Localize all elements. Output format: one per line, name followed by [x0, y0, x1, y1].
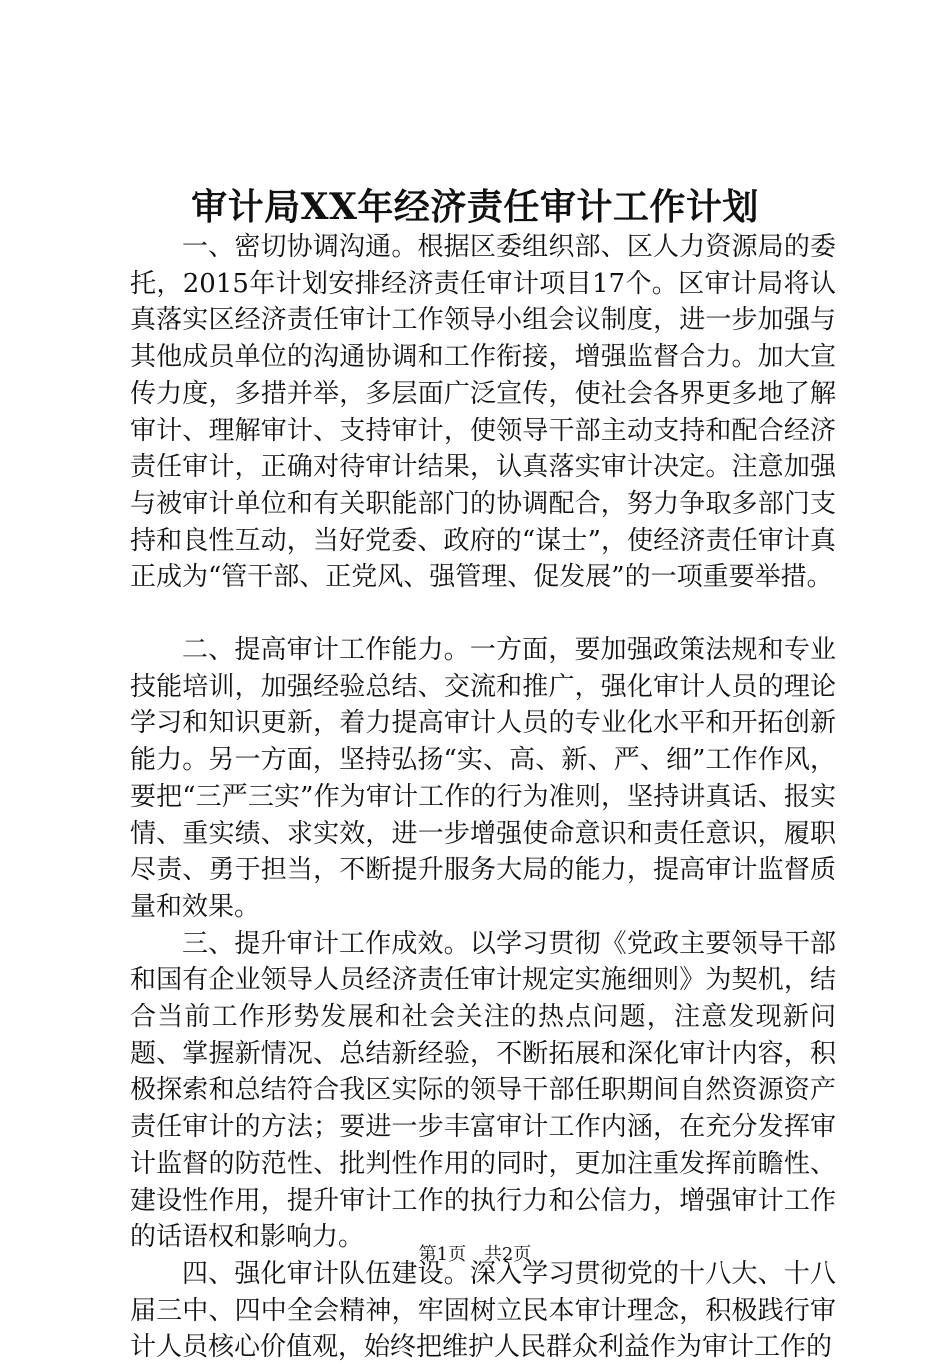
- paragraph-2: 二、提高审计工作能力。一方面，要加强政策法规和专业技能培训，加强经验总结、交流和推广，强化审计人员的理论学习和知识更新，着力提高审计人员的专业化水平和开拓创新能力。另一方面，坚持弘扬“实、高、新、严、细”工作作风，要把“三严三实”作为审计工作的行为准则，坚持讲真话、报实情、重实绩、求实效，进一步增强使命意识和责任意识，履职尽责、勇于担当，不断提升服务大局的能力，提高审计监督质量和效果。: [130, 635, 836, 922]
- paragraph-1: 一、密切协调沟通。根据区委组织部、区人力资源局的委托，2015年计划安排经济责任审计项目17个。区审计局将认真落实区经济责任审计工作领导小组会议制度，进一步加强与其他成员单位的沟通协调和工作衔接，增强监督合力。加大宣传力度，多措并举，多层面广泛宣传，使社会各界更多地了解审计、理解审计、支持审计，使领导干部主动支持和配合经济责任审计，正确对待审计结果，认真落实审计决定。注意加强与被审计单位和有关职能部门的协调配合，努力争取多部门支持和良性互动，当好党委、政府的“谋士”，使经济责任审计真正成为“管干部、正党风、强管理、促发展”的一项重要举措。: [130, 232, 836, 593]
- page-total: 共2页: [483, 1244, 532, 1265]
- document-title: 审计局XX年经济责任审计工作计划: [191, 186, 759, 228]
- document-body: [130, 229, 836, 1366]
- paragraph-4: 四、强化审计队伍建设。深入学习贯彻党的十八大、十八届三中、四中全会精神，牢固树立民本审计理念，积极践行审计人员核心价值观，始终把维护人民群众利益作为审计工作的: [130, 1258, 836, 1363]
- paragraph-gap: [130, 596, 836, 632]
- page-number: 第1页: [418, 1244, 467, 1265]
- page-footer: [0, 1242, 950, 1268]
- paragraph-3: 三、提升审计工作成效。以学习贯彻《党政主要领导干部和国有企业领导人员经济责任审计规定实施细则》为契机，结合当前工作形势发展和社会关注的热点问题，注意发现新问题、掌握新情况、总结新经验，不断拓展和深化审计内容，积极探索和总结符合我区实际的领导干部任职期间自然资源资产责任审计的方法；要进一步丰富审计工作内涵，在充分发挥审计监督的防范性、批判性作用的同时，更加注重发挥前瞻性、建设性作用，提升审计工作的执行力和公信力，增强审计工作的话语权和影响力。: [130, 928, 836, 1253]
